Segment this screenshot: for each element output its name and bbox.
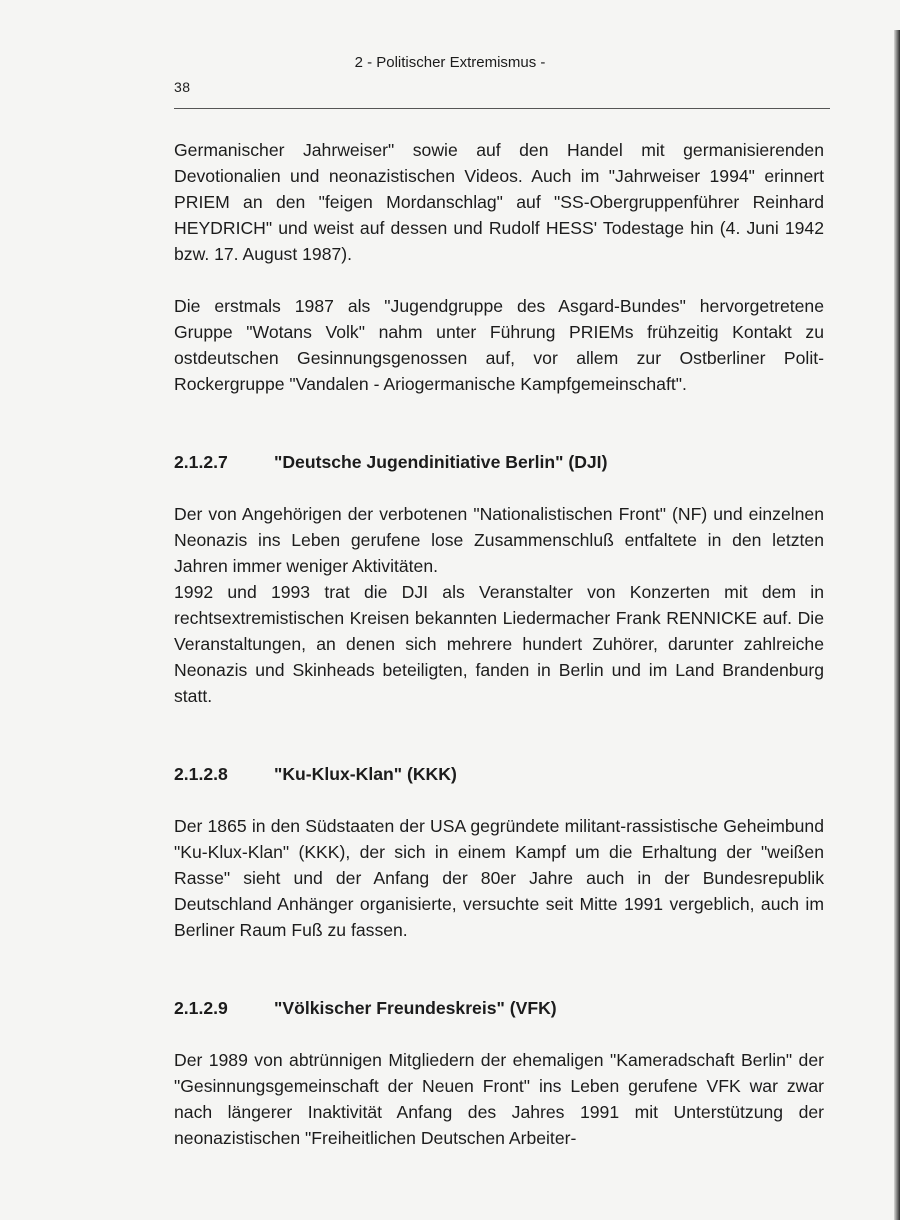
page-number: 38 [174,79,191,95]
paragraph-6: Der 1989 von abtrünnigen Mitgliedern der ehemaligen "Kameradschaft Berlin" der "Gesinnungsgemeinschaft der Neuen Front" ins Leben gerufene VFK war zwar nach längerer Inaktivität Anfang des Jahres 1991 mit Unterstützung der neonazistischen "Freiheitlichen Deutschen Arbeiter- [174,1050,824,1148]
paragraph-3: Der von Angehörigen der verbotenen "Nationalistischen Front" (NF) und einzelnen Neonazis ins Leben gerufene lose Zusammenschluß entfaltete in den letzten Jahren immer weniger Aktivitäten. [174,504,824,576]
paragraph-2: Die erstmals 1987 als "Jugendgruppe des Asgard-Bundes" hervorgetretene Gruppe "Wotans Volk" nahm unter Führung PRIEMs frühzeitig Kontakt zu ostdeutschen Gesinnungsgenossen auf, vor allem zur Ostberliner Polit-Rockergruppe "Vandalen - Ariogermanische Kampfgemeinschaft". [174,296,824,394]
paragraph-5: Der 1865 in den Südstaaten der USA gegründete militant-rassistische Geheimbund "Ku-Klux-Klan" (KKK), der sich in einem Kampf um die Erhaltung der "weißen Rasse" sieht und der Anfang der 80er Jahre auch in der Bundesrepublik Deutschland Anhänger organisierte, versuchte seit Mitte 1991 vergeblich, auch im Berliner Raum Fuß zu fassen. [174,816,824,940]
page-body [174,137,824,1151]
section-title: "Ku-Klux-Klan" (KKK) [274,764,457,784]
section-number: 2.1.2.9 [174,998,228,1018]
running-title-text: 2 - Politischer Extremismus - [354,54,546,71]
running-title [0,54,900,72]
section-heading-2-1-2-7 [174,449,824,475]
section-heading-2-1-2-9 [174,995,824,1021]
section-title: "Deutsche Jugendinitiative Berlin" (DJI) [274,452,608,472]
header-rule [174,108,830,109]
section-number: 2.1.2.8 [174,764,228,784]
section-number: 2.1.2.7 [174,452,228,472]
section-title: "Völkischer Freundeskreis" (VFK) [274,998,557,1018]
paragraph-4: 1992 und 1993 trat die DJI als Veranstalter von Konzerten mit dem in rechtsextremistischen Kreisen bekannten Liedermacher Frank RENNICKE auf. Die Veranstaltungen, an denen sich mehrere hundert Zuhörer, darunter zahlreiche Neonazis und Skinheads beteiligten, fanden in Berlin und im Land Brandenburg statt. [174,582,824,706]
page-edge-shadow [894,30,900,1220]
paragraph-1: Germanischer Jahrweiser" sowie auf den Handel mit germanisierenden Devotionalien und neonazistischen Videos. Auch im "Jahrweiser 1994" erinnert PRIEM an den "feigen Mordanschlag" auf "SS-Obergruppenführer Reinhard HEYDRICH" und weist auf dessen und Rudolf HESS' Todestage hin (4. Juni 1942 bzw. 17. August 1987). [174,140,824,264]
section-heading-2-1-2-8 [174,761,824,787]
